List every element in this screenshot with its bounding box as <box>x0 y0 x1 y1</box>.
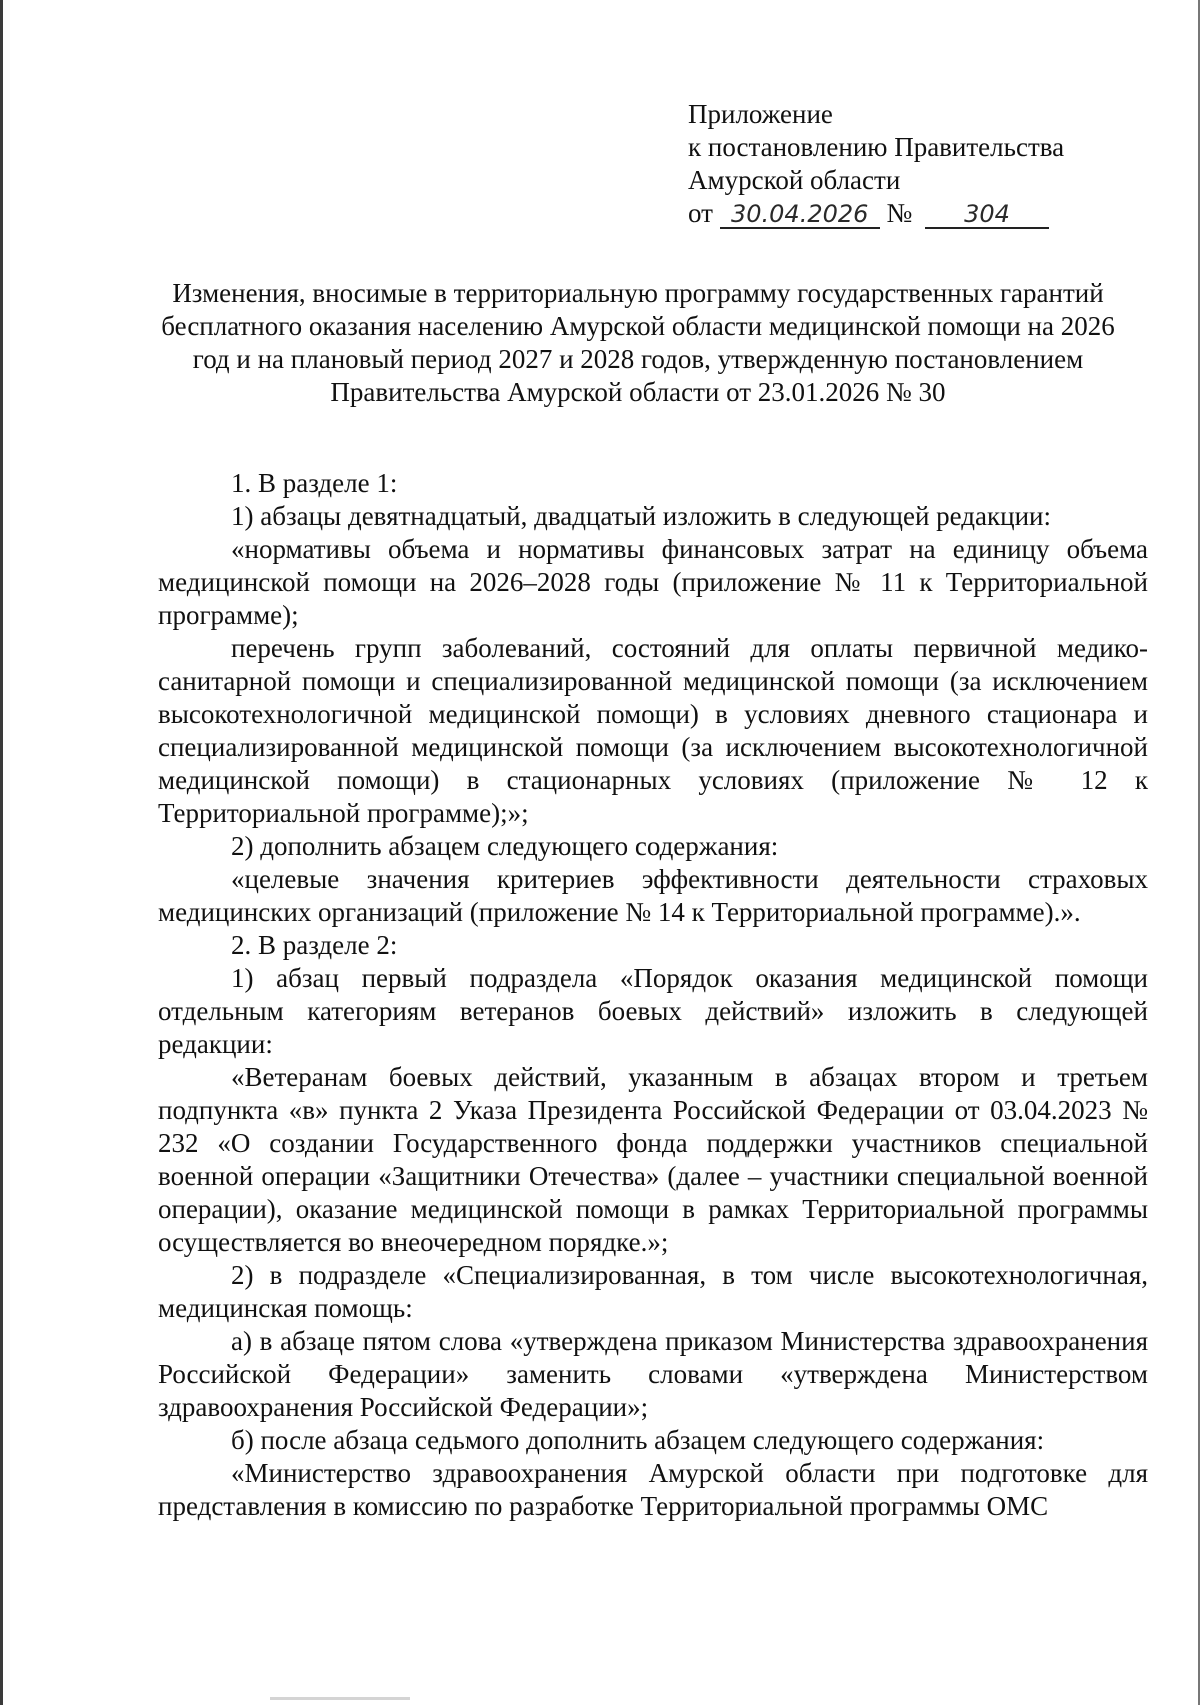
paragraph: б) после абзаца седьмого дополнить абзацем следующего содержания: <box>231 1425 1045 1455</box>
paragraph: «целевые значения критериев эффективности деятельности страховых медицинских организаций (приложение № 14 к Территориальной программе).». <box>158 864 1148 927</box>
scan-artifact-line <box>270 1697 410 1700</box>
number-prefix: № <box>886 198 913 228</box>
paragraph: 2) в подразделе «Специализированная, в том числе высокотехнологичная, медицинская помощь: <box>158 1260 1148 1323</box>
paragraph: 2. В разделе 2: <box>231 930 398 960</box>
appendix-line-1: Приложение <box>688 99 833 129</box>
appendix-line-2: к постановлению Правительства <box>688 132 1065 162</box>
paragraph: 2) дополнить абзацем следующего содержания: <box>231 831 779 861</box>
paragraph: 1) абзацы девятнадцатый, двадцатый изложить в следующей редакции: <box>231 501 1051 531</box>
paragraph: перечень групп заболеваний, состояний для оплаты первичной медико-санитарной помощи и специализированной медицинской помощи (за исключением высокотехнологичной медицинской помощи) в условиях дневного стационара и специализированной медицинской помощи (за исключением высокотехнологичной медицинской помощи) в стационарных условиях (приложение № 12 к Территориальной программе);»; <box>158 633 1148 828</box>
paragraph: 1. В разделе 1: <box>231 468 398 498</box>
document-body <box>158 467 1148 1523</box>
appendix-date-line <box>688 197 1064 230</box>
paragraph: а) в абзаце пятом слова «утверждена приказом Министерства здравоохранения Российской Федерации» заменить словами «утверждена Министерством здравоохранения Российской Федерации»; <box>158 1326 1148 1422</box>
scan-edge-left <box>0 0 3 1705</box>
paragraph: «Ветеранам боевых действий, указанным в абзацах втором и третьем подпункта «в» пункта 2 Указа Президента Российской Федерации от 03.04.2023 № 232 «О создании Государственного фонда поддержки участников специальной военной операции «Защитники Отечества» (далее – участники специальной военной операции), оказание медицинской помощи в рамках Территориальной программы осуществляется во внеочередном порядке.»; <box>158 1062 1148 1257</box>
document-title: Изменения, вносимые в территориальную программу государственных гарантий бесплатного оказания населению Амурской области медицинской помощи на 2026 год и на плановый период 2027 и 2028 годов, утвержденную постановлением Правительства Амурской области от 23.01.2026 № 30 <box>161 278 1115 407</box>
paragraph: «нормативы объема и нормативы финансовых затрат на единицу объема медицинской помощи на 2026–2028 годы (приложение № 11 к Территориальной программе); <box>158 534 1148 630</box>
appendix-block <box>688 98 1064 230</box>
date-prefix: от <box>688 198 713 228</box>
handwritten-date: 30.04.2026 <box>720 201 880 229</box>
paragraph: 1) абзац первый подраздела «Порядок оказания медицинской помощи отдельным категориям ветеранов боевых действий» изложить в следующей редакции: <box>158 963 1148 1059</box>
paragraph: «Министерство здравоохранения Амурской области при подготовке для представления в комиссию по разработке Территориальной программы ОМС <box>158 1458 1148 1521</box>
handwritten-number: 304 <box>925 201 1049 229</box>
appendix-line-3: Амурской области <box>688 165 901 195</box>
